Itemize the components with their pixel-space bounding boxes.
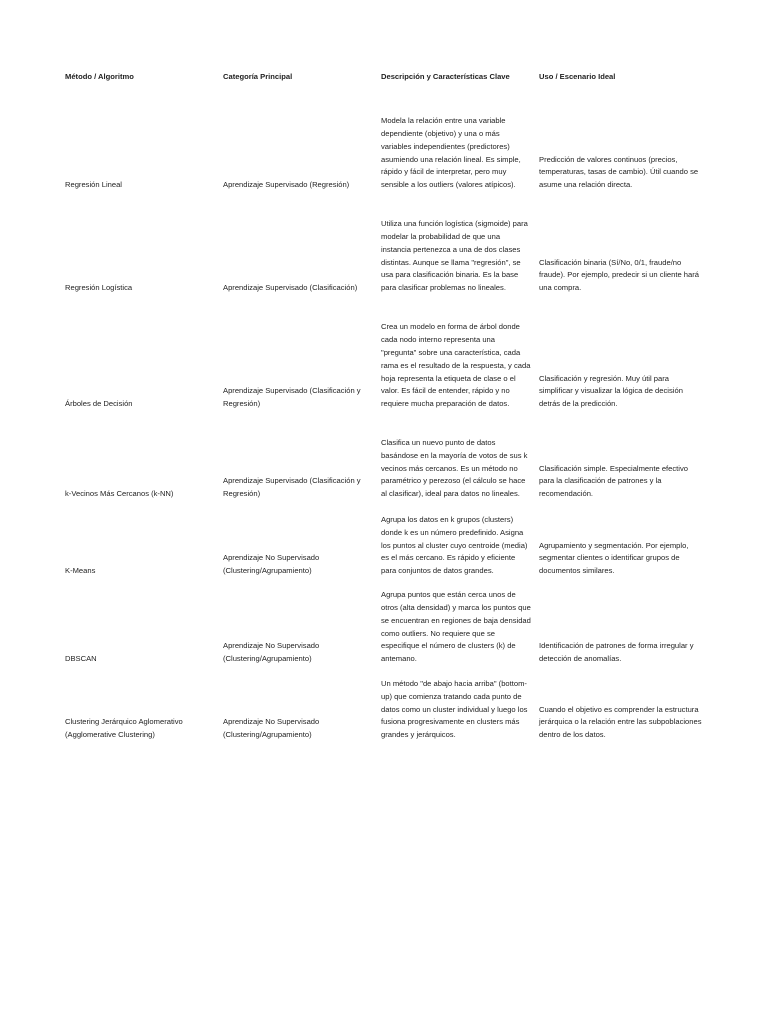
cell-use: Cuando el objetivo es comprender la estructura jerárquica o la relación entre las subpoblaciones dentro de los datos. (539, 704, 702, 740)
table-row (61, 97, 707, 192)
cell-description: Agrupa los datos en k grupos (clusters) donde k es un número predefinido. Asigna los puntos al cluster cuyo centroide (media) es el más cercano. Es rápido y eficiente para conjuntos de datos grandes. (381, 515, 528, 576)
table-header-row (61, 66, 707, 97)
table-row (61, 666, 707, 742)
table-row (61, 411, 707, 501)
cell-use: Clasificación simple. Especialmente efectivo para la clasificación de patrones y la recomendación. (539, 463, 688, 499)
cell-use: Clasificación y regresión. Muy útil para simplificar y visualizar la lógica de decisión detrás de la predicción. (539, 373, 683, 409)
cell-use: Predicción de valores continuos (precios, temperaturas, tasas de cambio). Útil cuando se asume una relación directa. (539, 154, 699, 190)
cell-method: DBSCAN (65, 654, 97, 664)
header-description: Descripción y Características Clave (381, 72, 510, 81)
cell-category: Aprendizaje No Supervisado (Clustering/Agrupamiento) (223, 553, 320, 576)
cell-description: Crea un modelo en forma de árbol donde cada nodo interno representa una "pregunta" sobre una característica, cada rama es el resultado de la respuesta, y cada hoja representa la etiqueta de clase o el valor. Es fácil de entender, rápido y no requiere mucha preparación de datos. (381, 322, 531, 409)
table-row (61, 578, 707, 666)
cell-category: Aprendizaje Supervisado (Clasificación y Regresión) (223, 476, 361, 499)
cell-method: Árboles de Decisión (65, 399, 133, 409)
cell-category: Aprendizaje No Supervisado (Clustering/Agrupamiento) (223, 717, 320, 740)
table-row (61, 295, 707, 411)
cell-use: Clasificación binaria (Sí/No, 0/1, fraude/no fraude). Por ejemplo, predecir si un cliente hará una compra. (539, 257, 699, 293)
cell-description: Un método "de abajo hacia arriba" (bottom-up) que comienza tratando cada punto de datos como un cluster individual y luego los fusiona progresivamente en clusters más grandes y jerárquicos. (381, 679, 528, 740)
cell-description: Modela la relación entre una variable dependiente (objetivo) y una o más variables independientes (predictores) asumiendo una relación lineal. Es simple, rápido y fácil de interpretar, pero muy sensible a los outliers (valores atípicos). (381, 116, 521, 190)
algorithms-table (61, 66, 707, 742)
cell-description: Agrupa puntos que están cerca unos de otros (alta densidad) y marca los puntos que se encuentran en regiones de baja densidad como outliers. No requiere que se especifique el número de clusters (k) de antemano. (381, 590, 531, 664)
cell-method: k-Vecinos Más Cercanos (k-NN) (65, 489, 174, 499)
cell-method: Regresión Logística (65, 283, 133, 293)
cell-description: Clasifica un nuevo punto de datos basándose en la mayoría de votos de sus k vecinos más cercanos. Es un método no paramétrico y perezoso (el cálculo se hace al clasificar), ideal para datos no lineales. (381, 438, 528, 499)
cell-method: Regresión Lineal (65, 180, 122, 190)
cell-method: Clustering Jerárquico Aglomerativo (Agglomerative Clustering) (65, 717, 183, 740)
cell-method: K-Means (65, 566, 96, 576)
header-category: Categoría Principal (223, 72, 293, 81)
table-row (61, 192, 707, 295)
header-method: Método / Algoritmo (65, 72, 134, 81)
table-row (61, 501, 707, 578)
cell-description: Utiliza una función logística (sigmoide) para modelar la probabilidad de que una instancia pertenezca a una de dos clases distintas. Aunque se llama "regresión", se usa para clasificación binaria. Es la base para clasificar problemas no lineales. (381, 219, 528, 293)
cell-category: Aprendizaje Supervisado (Clasificación y Regresión) (223, 386, 361, 409)
header-use: Uso / Escenario Ideal (539, 72, 616, 81)
cell-category: Aprendizaje Supervisado (Regresión) (223, 180, 350, 190)
cell-category: Aprendizaje No Supervisado (Clustering/Agrupamiento) (223, 641, 320, 664)
cell-use: Agrupamiento y segmentación. Por ejemplo, segmentar clientes o identificar grupos de documentos similares. (539, 540, 689, 576)
cell-category: Aprendizaje Supervisado (Clasificación) (223, 283, 358, 293)
cell-use: Identificación de patrones de forma irregular y detección de anomalías. (539, 641, 694, 664)
